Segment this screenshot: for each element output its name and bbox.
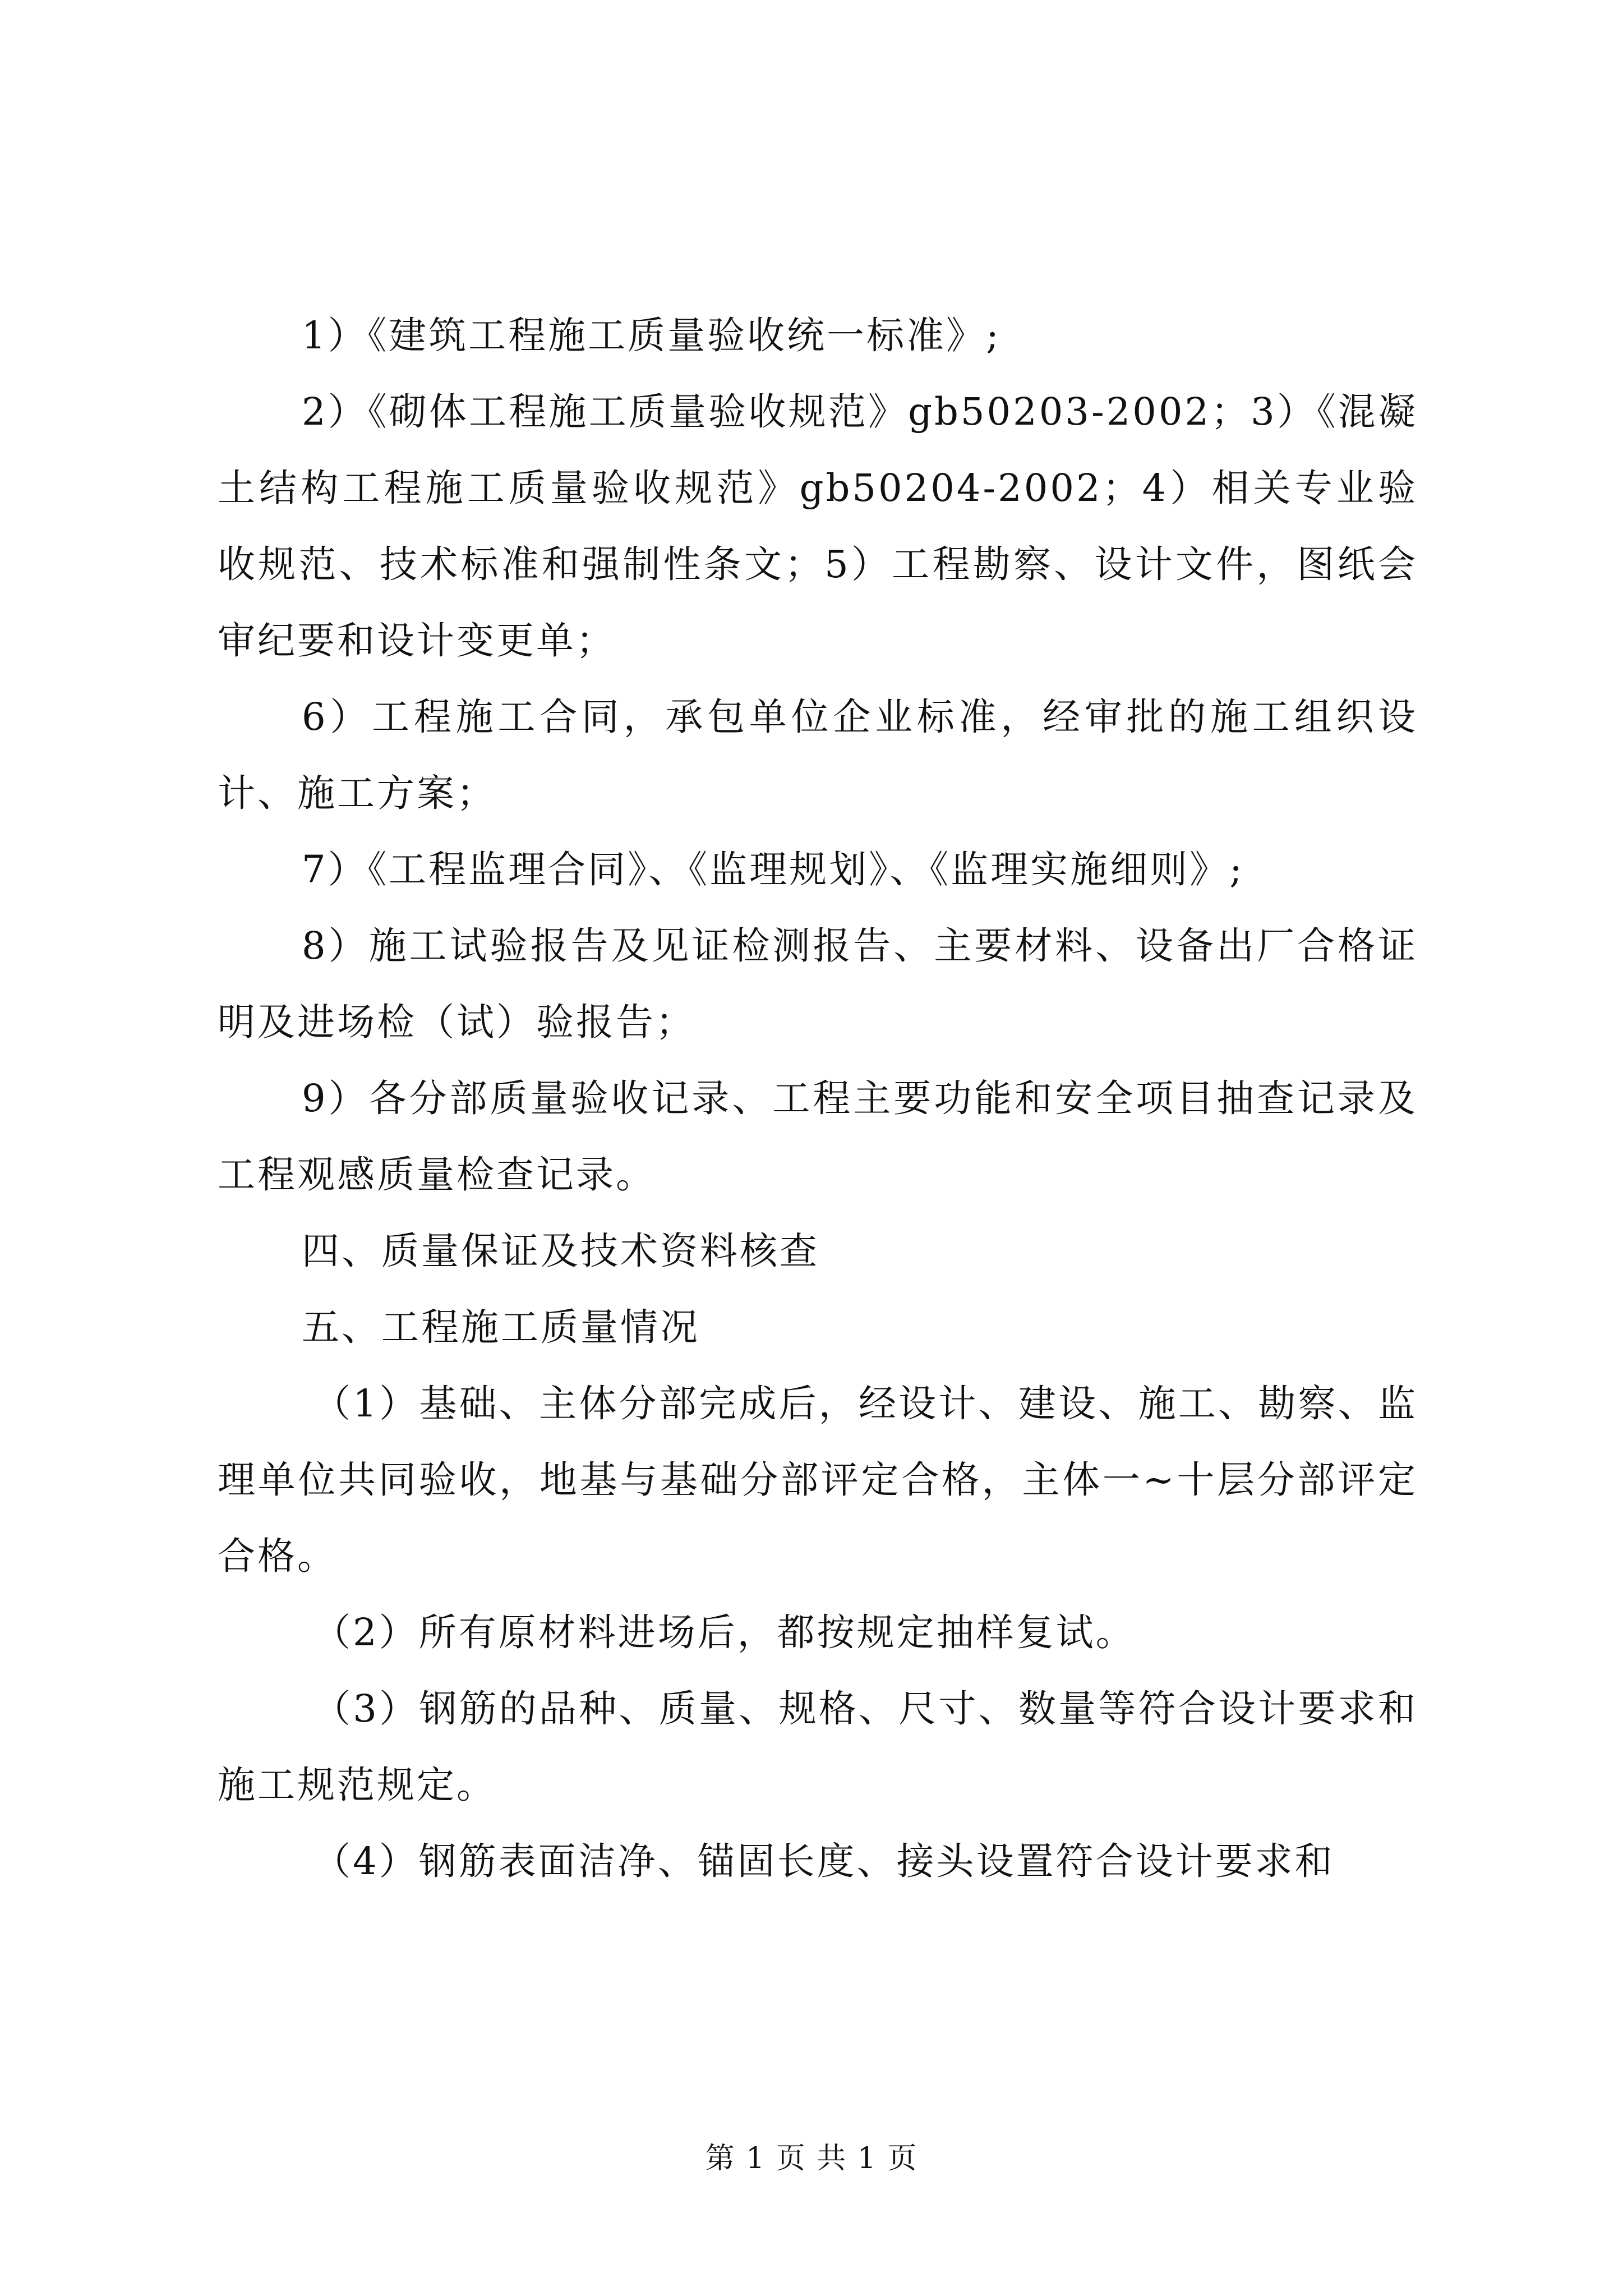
paragraph-item-3: （3）钢筋的品种、质量、规格、尺寸、数量等符合设计要求和施工规范规定。: [218, 1687, 1418, 1807]
document-body: [218, 297, 1418, 1899]
paragraph-contract-6: 6）工程施工合同，承包单位企业标准，经审批的施工组织设计、施工方案；: [218, 695, 1418, 815]
paragraph-test-reports-8: 8）施工试验报告及见证检测报告、主要材料、设备出厂合格证明及进场检（试）验报告；: [218, 924, 1418, 1044]
paragraph-records-9: 9）各分部质量验收记录、工程主要功能和安全项目抽查记录及工程观感质量检查记录。: [218, 1076, 1418, 1197]
section-heading-4: 四、质量保证及技术资料核查: [302, 1229, 819, 1273]
section-heading-5: 五、工程施工质量情况: [302, 1305, 700, 1349]
paragraph-supervision-7: 7）《工程监理合同》、《监理规划》、《监理实施细则》;: [302, 848, 1244, 891]
paragraph-item-4: （4）钢筋表面洁净、锚固长度、接头设置符合设计要求和: [313, 1839, 1335, 1883]
paragraph-item-2: （2）所有原材料进场后，都按规定抽样复试。: [313, 1611, 1136, 1654]
paragraph-standard-1: 1）《建筑工程施工质量验收统一标准》;: [302, 314, 1001, 357]
page-footer: 第 1 页 共 1 页: [705, 2142, 918, 2175]
paragraph-item-1: （1）基础、主体分部完成后，经设计、建设、施工、勘察、监理单位共同验收，地基与基础分部评定合格，主体一~十层分部评定合格。: [218, 1382, 1418, 1578]
paragraph-standards-2-5: 2）《砌体工程施工质量验收规范》gb50203-2002；3）《混凝土结构工程施工质量验收规范》gb50204-2002；4）相关专业验收规范、技术标准和强制性条文；5）工程勘察、设计文件，图纸会审纪要和设计变更单；: [218, 390, 1418, 662]
